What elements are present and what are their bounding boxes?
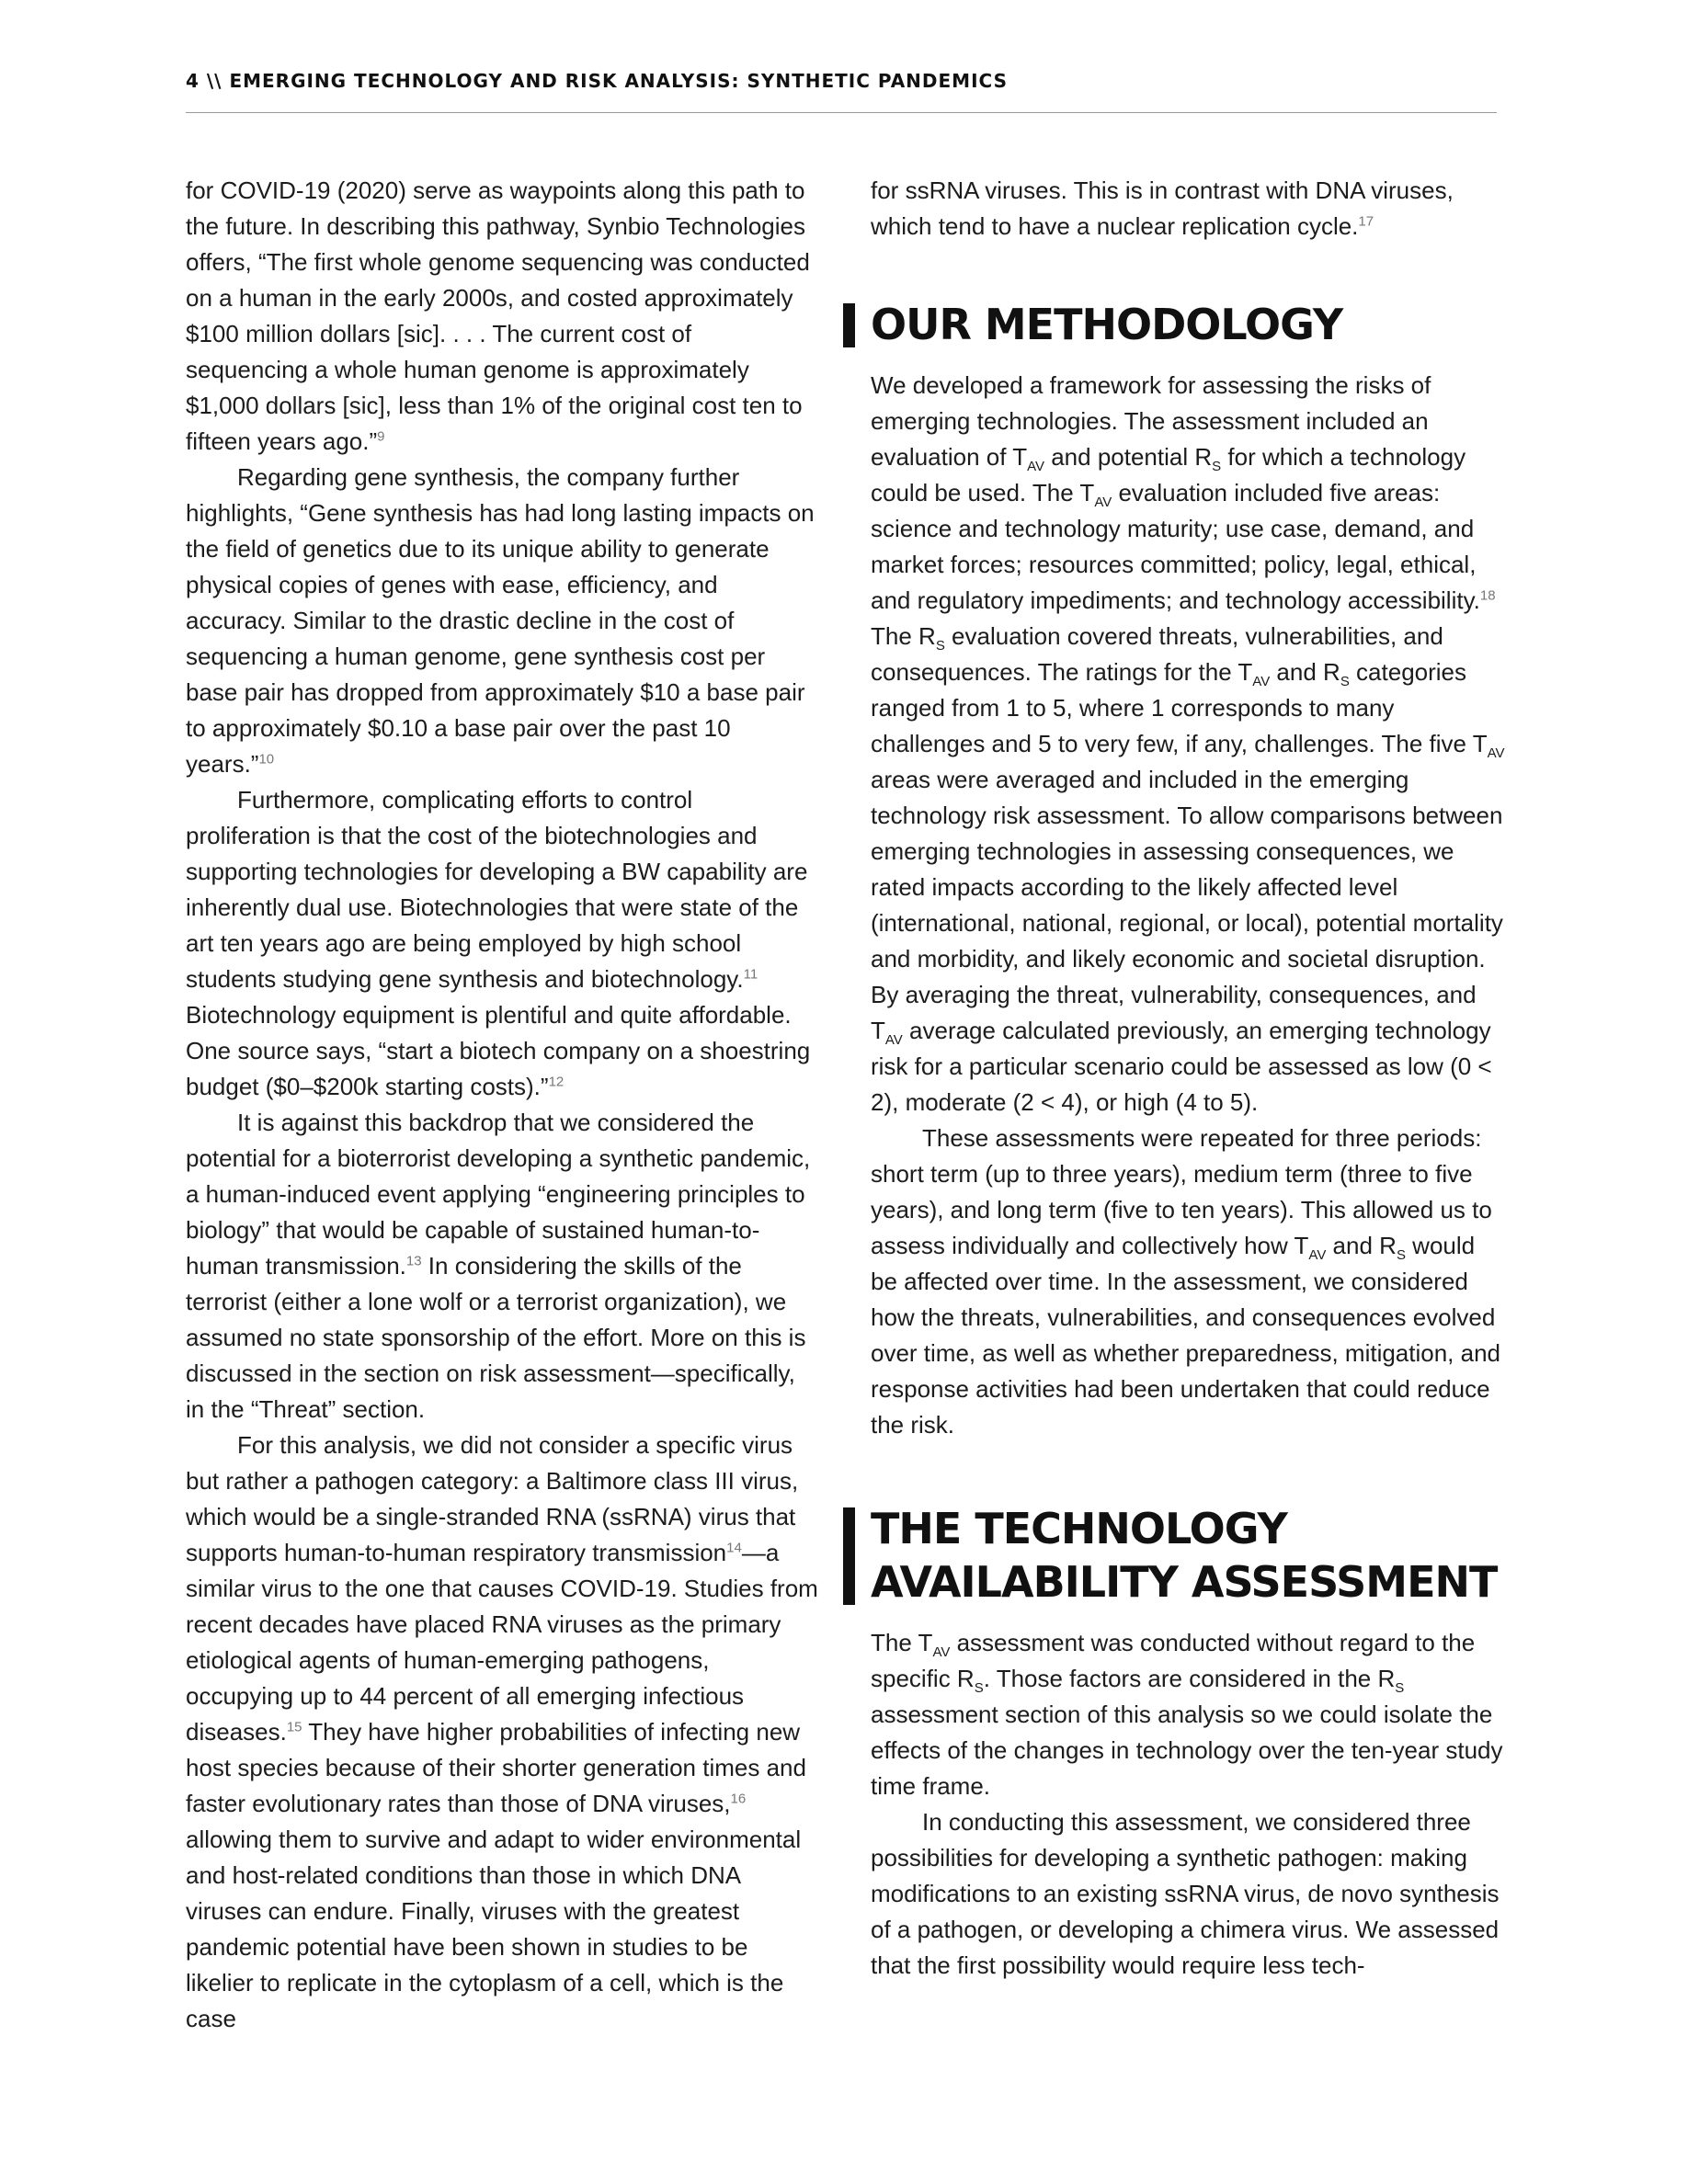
footnote-ref[interactable]: 12 <box>548 1074 565 1090</box>
paragraph: For this analysis, we did not consider a specific virus but rather a pathogen category: a Baltimore class III virus, which would be a single-stranded RNA (ssRNA) virus that supports human-to-human respiratory transmission$^{14}$—a similar virus to the one that causes COVID-19. Studies from recent decades have placed RNA viruses as the primary etiological agents of human-emerging pathogens, occupying up to 44 percent of all emerging infectious diseases.$^{15}$ They have higher probabilities of infecting new host species because of their shorter generation times and faster evolutionary rates than those of DNA viruses,$^{16}$ allowing them to survive and adapt to wider environmental and host-related conditions than those in which DNA viruses can endure. Finally, viruses with the greatest pandemic potential have been shown in studies to be likelier to replicate in the cytoplasm of a cell, which is the case <box>186 1431 818 2032</box>
heading-bar <box>843 1507 855 1605</box>
footnote-ref[interactable]: 14 <box>726 1540 742 1556</box>
right-column <box>871 173 1505 1984</box>
footnote-ref[interactable]: 9 <box>377 428 385 445</box>
footnote-ref[interactable]: 17 <box>1358 213 1374 230</box>
footnote-ref[interactable]: 16 <box>730 1791 747 1807</box>
heading-bar <box>843 303 855 347</box>
paragraph: The $T_{AV}$ assessment was conducted without regard to the specific $R_S$. Those factors are considered in the $R_S$ assessment section of this analysis so we could isolate the effects of the changes in technology over the ten-year study time frame. <box>871 1629 1503 1800</box>
left-column <box>186 173 820 2037</box>
paragraph: Furthermore, complicating efforts to control proliferation is that the cost of the biotechnologies and supporting technologies for developing a BW capability are inherently dual use. Biotechnologies that were state of the art ten years ago are being employed by high school students studying gene synthesis and biotechnology.$^{11}$ Biotechnology equipment is plentiful and quite affordable. One source says, “start a biotech company on a shoestring budget ($0–$200k starting costs).”$^{12}$ <box>186 786 811 1100</box>
paragraph: Regarding gene synthesis, the company further highlights, “Gene synthesis has had long lasting impacts on the field of genetics due to its unique ability to generate physical copies of genes with ease, efficiency, and accuracy. Similar to the drastic decline in the cost of sequencing a human genome, gene synthesis cost per base pair has dropped from approximately $10 a base pair to approximately $0.10 a base pair over the past 10 years.”$^{10}$ <box>186 463 815 778</box>
footnote-ref[interactable]: 11 <box>743 966 758 983</box>
footnote-ref[interactable]: 10 <box>258 751 275 768</box>
section-heading-technology-availability: THE TECHNOLOGY AVAILABILITY ASSESSMENT <box>871 1502 1505 1609</box>
header-divider <box>186 112 1497 113</box>
paragraph: In conducting this assessment, we considered three possibilities for developing a synthetic pathogen: making modifications to an existing ssRNA virus, de novo synthesis of a pathogen, or developing a chimera virus. We assessed that the first possibility would require less tech- <box>871 1808 1500 1979</box>
paragraph: It is against this backdrop that we considered the potential for a bioterrorist developing a synthetic pandemic, a human-induced event applying “engineering principles to biology” that would be capable of sustained human-to-human transmission.$^{13}$ In considering the skills of the terrorist (either a lone wolf or a terrorist organization), we assumed no state sponsorship of the effort. More on this is discussed in the section on risk assessment—specifically, in the “Threat” section. <box>186 1109 811 1423</box>
paragraph: for COVID-19 (2020) serve as waypoints along this path to the future. In describing this pathway, Synbio Technologies offers, “The first whole genome sequencing was conducted on a human in the early 2000s, and costed approximately $100 million dollars [sic]. . . . The current cost of sequencing a whole human genome is approximately $1,000 dollars [sic], less than 1% of the original cost ten to fifteen years ago.”$^9$ <box>186 176 810 455</box>
footnote-ref[interactable]: 18 <box>1479 587 1496 604</box>
paragraph: We developed a framework for assessing the risks of emerging technologies. The assessment included an evaluation of $T_{AV}$ and potential $R_S$ for which a technology could be used. The $T_{AV}$ evaluation included five areas: science and technology maturity; use case, demand, and market forces; resources committed; policy, legal, ethical, and regulatory impediments; and technology accessibility.$^{18}$ The $R_S$ evaluation covered threats, vulnerabilities, and consequences. The ratings for the $T_{AV}$ and $R_S$ categories ranged from 1 to 5, where 1 corresponds to many challenges and 5 to very few, if any, challenges. The five $T_{AV}$ areas were averaged and included in the emerging technology risk assessment. To allow comparisons between emerging technologies in assessing consequences, we rated impacts according to the likely affected level (international, national, regional, or local), potential mortality and morbidity, and likely economic and societal disruption. By averaging the threat, vulnerability, consequences, and $T_{AV}$ average calculated previously, an emerging technology risk for a particular scenario could be assessed as low (0 < 2), moderate (2 < 4), or high (4 to 5). <box>871 371 1505 1116</box>
paragraph: These assessments were repeated for three periods: short term (up to three years), medium term (three to five years), and long term (five to ten years). This allowed us to assess individually and collectively how $T_{AV}$ and $R_S$ would be affected over time. In the assessment, we considered how the threats, vulnerabilities, and consequences evolved over time, as well as whether preparedness, mitigation, and response activities had been undertaken that could reduce the risk. <box>871 1124 1501 1439</box>
running-header: 4 \\ EMERGING TECHNOLOGY AND RISK ANALYSIS: SYNTHETIC PANDEMICS <box>186 70 1008 92</box>
footnote-ref[interactable]: 15 <box>286 1719 302 1735</box>
section-heading-methodology: OUR METHODOLOGY <box>871 298 1505 351</box>
footnote-ref[interactable]: 13 <box>405 1253 422 1269</box>
paragraph: for ssRNA viruses. This is in contrast with DNA viruses, which tend to have a nuclear replication cycle.$^{17}$ <box>871 176 1454 240</box>
